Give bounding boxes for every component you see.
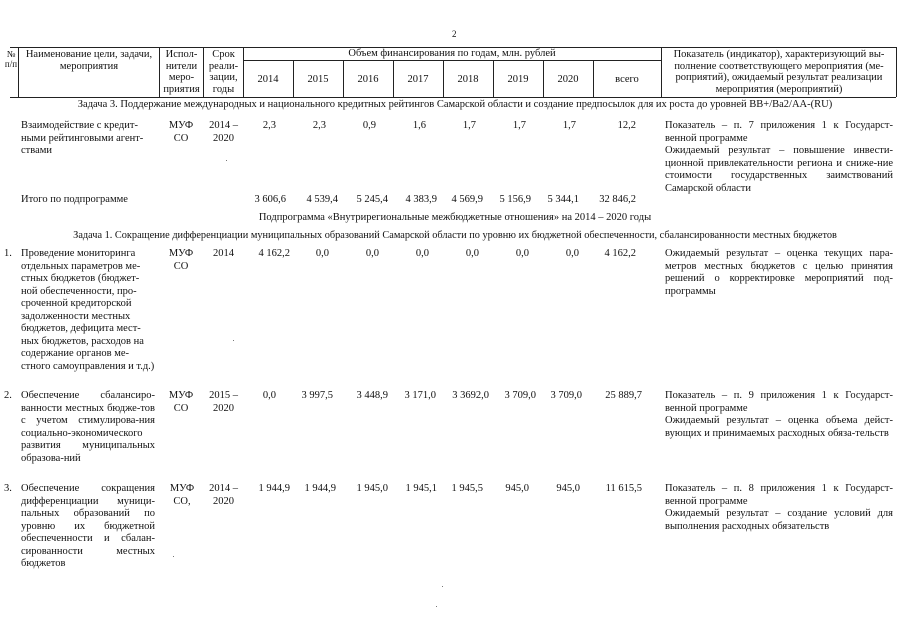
header-year-2018: 2018 [457, 74, 479, 85]
row1-2019: 0,0 [515, 248, 529, 259]
row2-2016: 3 448,9 [356, 390, 388, 401]
scan-speck [436, 606, 437, 607]
header-col-exec: Испол-нители меро-приятия [163, 49, 200, 95]
scan-speck [173, 556, 174, 557]
header-year-2019: 2019 [507, 74, 529, 85]
header-total: всего [615, 74, 639, 85]
row3-indicator: Показатель – п. 8 приложения 1 к Государст-венной программе Ожидаемый результат – создание условий для выполнения расходных обязательств [665, 483, 893, 532]
task3-row-name: Взаимодействие с кредит-ными рейтинговыми агент-ствами [21, 120, 144, 156]
subprogram-title: Подпрограмма «Внутрирегиональные межбюджетные отношения» на 2014 – 2020 годы [258, 212, 652, 223]
row1-2016: 0,0 [365, 248, 379, 259]
header-col-volume: Объем финансирования по годам, млн. рублей [348, 48, 556, 59]
row2-exec: МУФ СО [168, 390, 194, 414]
row2-2017: 3 171,0 [404, 390, 436, 401]
header-year-2020: 2020 [557, 74, 579, 85]
task3-val-2018: 1,7 [462, 120, 476, 131]
row1-2015: 0,0 [315, 248, 329, 259]
row2-total: 25 889,7 [605, 390, 642, 401]
subtotal-2014: 3 606,6 [254, 194, 286, 205]
task3-row-indicator: Показатель – п. 7 приложения 1 к Государст-венной программе Ожидаемый результат – повышение инвести-ционной привлекательности региона и сниже-ние стоимости государственных заимствований Самарской области [665, 120, 893, 194]
subtotal-2015: 4 539,4 [306, 194, 338, 205]
row3-2014: 1 944,9 [258, 483, 290, 494]
row2-2018: 3 3692,0 [452, 390, 489, 401]
task3-val-2016: 0,9 [362, 120, 376, 131]
task3-val-2014: 2,3 [262, 120, 276, 131]
task3-val-2015: 2,3 [312, 120, 326, 131]
row3-name: Обеспечение сокращения дифференциации муници-пальных образований по уровню их бюджетной обеспеченности и сбалан-сированности местных бюджетов [21, 483, 155, 569]
row1-2018: 0,0 [465, 248, 479, 259]
row3-exec: МУФ СО, [169, 483, 195, 507]
row2-2015: 3 997,5 [301, 390, 333, 401]
row3-2017: 1 945,1 [405, 483, 437, 494]
header-year-2016: 2016 [357, 74, 379, 85]
task3-val-total: 12,2 [617, 120, 636, 131]
subtotal-total: 32 846,2 [599, 194, 636, 205]
subtotal-2019: 5 156,9 [499, 194, 531, 205]
subtotal-2018: 4 569,9 [451, 194, 483, 205]
row1-2020: 0,0 [565, 248, 579, 259]
subtotal-2020: 5 344,1 [547, 194, 579, 205]
row3-2016: 1 945,0 [356, 483, 388, 494]
header-year-2017: 2017 [407, 74, 429, 85]
row1-name: Проведение мониторинга отдельных параметров ме-стных бюджетов (бюджет-ной обеспеченности, про-сроченной кредиторской задолженности местных бюджетов, дефицита мест-ных бюджетов, расходов на содержание органов ме-стного самоуправления и т.д.) [21, 248, 155, 372]
row2-2014: 0,0 [262, 390, 276, 401]
row2-name: Обеспечение сбалансиро-ванности местных бюдже-тов с учетом стимулирова-ния социально-экономического развития муниципальных образова-ний [21, 390, 155, 464]
row3-2015: 1 944,9 [304, 483, 336, 494]
task3-title: Задача 3. Поддержание международных и национального кредитных рейтингов Самарской области и создание предпосылок для их роста до уровней BB+/Ba2/AA-(RU) [77, 99, 833, 110]
row2-term: 2015 – 2020 [209, 390, 238, 414]
task3-val-2019: 1,7 [512, 120, 526, 131]
row3-2018: 1 945,5 [451, 483, 483, 494]
row1-exec: МУФ СО [168, 248, 194, 272]
scan-speck [233, 340, 234, 341]
row3-total: 11 615,5 [605, 483, 642, 494]
header-year-2015: 2015 [307, 74, 329, 85]
row1-2014: 4 162,2 [258, 248, 290, 259]
subtotal-label: Итого по подпрограмме [21, 194, 128, 205]
row2-number: 2. [4, 390, 12, 401]
header-year-2014: 2014 [257, 74, 279, 85]
row2-2019: 3 709,0 [504, 390, 536, 401]
row3-2020: 945,0 [556, 483, 580, 494]
row1-number: 1. [4, 248, 12, 259]
header-col-indicator: Показатель (индикатор), характеризующий вы-полнение соответствующего мероприятия (ме-роприятий), ожидаемый результат реализации мероприятия (мероприятий) [673, 49, 885, 95]
task3-val-2020: 1,7 [562, 120, 576, 131]
row1-total: 4 162,2 [604, 248, 636, 259]
header-col-no: № п/п [4, 49, 18, 69]
row2-indicator: Показатель – п. 9 приложения 1 к Государст-венной программе Ожидаемый результат – оценка объема дейст-вующих и принимаемых расходных обяза-тельств [665, 390, 893, 439]
subtotal-2016: 5 245,4 [356, 194, 388, 205]
task3-row-exec: МУФ СО [168, 120, 194, 144]
row1-2017: 0,0 [415, 248, 429, 259]
header-col-name: Наименование цели, задачи, мероприятия [25, 49, 153, 72]
page-number: 2 [452, 29, 457, 39]
header-col-term: Срок реали-зации, годы [208, 49, 239, 95]
scan-speck [442, 586, 443, 587]
row3-term: 2014 – 2020 [209, 483, 238, 507]
row2-2020: 3 709,0 [550, 390, 582, 401]
task3-row-term: 2014 – 2020 [209, 120, 238, 144]
row1-indicator: Ожидаемый результат – оценка текущих пара-метров местных бюджетов с целью принятия решений о корректировке мероприятий под-программы [665, 248, 893, 297]
task1-title: Задача 1. Сокращение дифференциации муниципальных образований Самарской области по уровню их бюджетной обеспеченности, сбалансированности местных бюджетов [73, 230, 837, 241]
row1-term: 2014 [213, 248, 234, 259]
scan-speck [226, 160, 227, 161]
row3-2019: 945,0 [505, 483, 529, 494]
row3-number: 3. [4, 483, 12, 494]
subtotal-2017: 4 383,9 [405, 194, 437, 205]
task3-val-2017: 1,6 [412, 120, 426, 131]
